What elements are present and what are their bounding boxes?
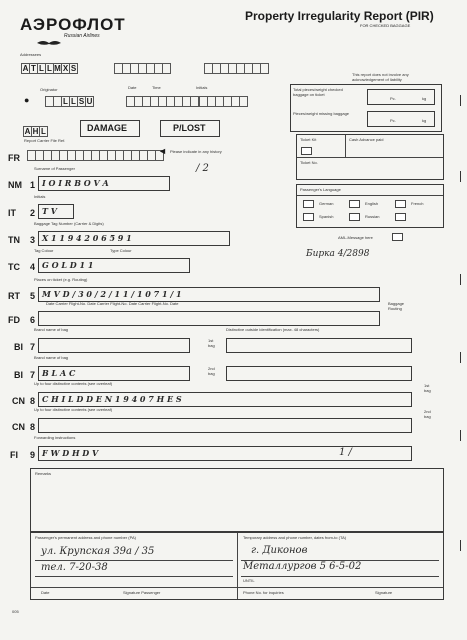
distinctive-label: Distinctive outside identification (max. 48 characters) (226, 327, 320, 332)
letter-cell[interactable]: L (37, 63, 46, 74)
aeroflot-logo-text: АЭРОФЛОТ (20, 15, 126, 34)
line (241, 560, 439, 561)
cn1-value: C H I L D D E N 1 9 4 0 7 H E S (42, 394, 182, 404)
empty-cell[interactable] (260, 63, 269, 74)
cash-advance-label: Cash Advance paid (349, 137, 384, 142)
tc-count: 4 (30, 262, 36, 272)
distinctive-field-2[interactable] (226, 366, 412, 381)
bi1-field[interactable] (38, 338, 190, 353)
ticket-box (296, 134, 444, 180)
cn1-tag: 1st bag (424, 383, 431, 393)
fd-count: 6 (30, 315, 36, 325)
fi-value: F W D H D V (42, 448, 99, 458)
fr-note: Please indicate in any history (170, 149, 222, 154)
rt-field[interactable] (38, 287, 380, 302)
rt-label: Places on ticket (e.g. Routing) (34, 277, 88, 282)
address-box (30, 532, 444, 600)
line (35, 560, 233, 561)
fi-label: Forwarding instructions (34, 435, 76, 440)
tn-field[interactable] (38, 231, 230, 246)
temp-address-line2[interactable]: Металлургов 5 6-5-02 (243, 561, 362, 572)
time-label: Time (152, 85, 161, 90)
bi2-tag: 2nd bag (208, 366, 215, 376)
it-field[interactable] (38, 204, 74, 219)
cn2-label: Up to four distinctive contents (see overleaf) (34, 407, 113, 412)
aeroflot-wing-icon (36, 34, 62, 42)
plost-box[interactable] (160, 120, 220, 137)
english-checkbox[interactable] (349, 200, 360, 208)
report-carrier-labels: Report Carrier File Ref. (24, 138, 66, 143)
bi2-label: Brand name of bag (34, 355, 69, 360)
margin-marker (456, 95, 461, 106)
margin-marker (456, 274, 461, 285)
cn1-label: Up to four distinctive contents (see overleaf) (34, 381, 113, 386)
temp-address-line1[interactable]: г. Диконов (251, 545, 308, 556)
addressees-cells-2 (115, 63, 171, 72)
originator-label: Originator (40, 87, 58, 92)
letter-cell[interactable]: T (29, 63, 38, 74)
missing-weight-field[interactable] (367, 111, 435, 127)
liability-notice: This report does not involve any acknowledgement of liability (352, 72, 409, 82)
fi-code: FI (10, 450, 18, 460)
line (241, 576, 439, 577)
tc-value: G O L D 1 1 (42, 260, 94, 270)
french-label: French (411, 201, 424, 206)
bi1-label: Brand name of bag (34, 327, 69, 332)
bi1-count: 7 (30, 342, 36, 352)
missing-pieces-label: Pieces/weight missing baggage (293, 111, 350, 116)
letter-cell[interactable]: U (86, 97, 93, 106)
addressees-cells-3 (205, 63, 269, 72)
bi1-code: BI (14, 342, 23, 352)
it-label: Initials (34, 194, 46, 199)
bi2-count: 7 (30, 370, 36, 380)
rt-value: M V D / 3 0 / 2 / 1 1 / 1 0 7 1 / 1 (42, 289, 182, 299)
bi2-field[interactable] (38, 366, 190, 381)
ticket-kit-checkbox[interactable] (301, 147, 312, 155)
perm-address-line1[interactable]: ул. Крупская 39а / 35 (41, 546, 155, 557)
perm-address-line2[interactable]: тел. 7-20-38 (41, 562, 108, 573)
tn-label: Baggage Tag Number (Carrier & Digits) (34, 221, 104, 226)
tc-label-colour: Tag Colour (34, 248, 54, 253)
margin-marker (456, 540, 461, 551)
divider (237, 533, 238, 599)
aml-handwriting: Бирка 4/2898 (306, 249, 370, 259)
temp-address-label: Temporary address and phone number, dates from-to (TA) (243, 535, 347, 540)
bi2-code: BI (14, 370, 23, 380)
fi-field[interactable] (38, 446, 412, 461)
initials-label: Initials (196, 85, 208, 90)
tn-code: TN (8, 235, 20, 245)
fd-field[interactable] (38, 311, 380, 326)
letter-cell[interactable]: L (39, 126, 48, 137)
fr-cells (28, 150, 164, 159)
aml-checkbox[interactable] (392, 233, 403, 241)
pcs-unit: Pc. (390, 96, 396, 101)
it-code: IT (8, 208, 16, 218)
cn2-field[interactable] (38, 418, 412, 433)
nm-count: 1 (30, 180, 36, 190)
passenger-signature-label: Signature Passenger (123, 590, 161, 595)
date-cells (127, 96, 199, 105)
remarks-box[interactable] (30, 468, 444, 532)
pcs-unit: Pc. (390, 118, 396, 123)
letter-cell[interactable]: H (32, 127, 39, 136)
initials-cells (200, 96, 248, 105)
language-box (296, 184, 444, 228)
form-title: Property Irregularity Report (PIR) (245, 9, 434, 23)
it-value: T V (42, 206, 57, 216)
nm-value: I O I R B O V A (42, 178, 109, 188)
divider (345, 135, 346, 157)
fi-extra: 1 / (339, 447, 352, 458)
nm-field[interactable] (38, 176, 170, 191)
date-label: Date (128, 85, 137, 90)
plost-label: P/LOST (173, 123, 206, 133)
bi1-tag: 1st bag (208, 338, 215, 348)
cn1-count: 8 (30, 396, 36, 406)
originator-cells (46, 96, 94, 105)
aeroflot-logo-sub: Russian Airlines (64, 33, 100, 39)
line (35, 576, 233, 577)
empty-cell[interactable] (239, 96, 248, 107)
kg-unit: kg (422, 118, 427, 123)
cn1-field[interactable] (38, 392, 412, 407)
nm-label: Surname of Passenger (34, 166, 75, 171)
german-label: German (319, 201, 334, 206)
divider (297, 157, 443, 158)
fd-code: FD (8, 315, 20, 325)
letter-cell[interactable]: M (54, 64, 61, 73)
letter-cell[interactable]: X (62, 64, 69, 73)
letter-cell[interactable]: S (70, 64, 77, 73)
date-sign-label: Date (41, 590, 50, 595)
divider (31, 587, 443, 588)
phone-inquiries-label: Phone No. for inquiries (243, 590, 284, 595)
german-checkbox[interactable] (303, 200, 314, 208)
english-label: English (365, 201, 379, 206)
rt-count: 5 (30, 291, 36, 301)
rt-baggage-routing: Baggage Routing (388, 301, 405, 311)
cn1-code: CN (12, 396, 25, 406)
cn2-count: 8 (30, 422, 36, 432)
aml-label: AML-Message here (338, 235, 373, 240)
margin-marker (456, 352, 461, 363)
rt-code: RT (8, 291, 20, 301)
fr-code: FR (8, 153, 20, 163)
other-language-checkbox[interactable] (395, 213, 406, 221)
arrow-left-icon: ◄ (158, 146, 167, 156)
russian-checkbox[interactable] (349, 213, 360, 221)
margin-marker (456, 430, 461, 441)
empty-cell[interactable] (162, 63, 171, 74)
french-checkbox[interactable] (395, 200, 406, 208)
form-subtitle: FOR CHECKED BAGGAGE (360, 23, 411, 28)
damage-box[interactable] (80, 120, 140, 137)
fi-count: 9 (30, 450, 36, 460)
letter-cell[interactable]: S (78, 97, 85, 106)
tn-value: X 1 1 9 4 2 0 6 5 9 1 (42, 233, 132, 243)
form-number: 005 (12, 609, 19, 614)
tn-count: 3 (30, 235, 36, 245)
spanish-checkbox[interactable] (303, 213, 314, 221)
damage-label: DAMAGE (87, 123, 127, 133)
remarks-label: Remarks (35, 471, 52, 476)
total-pieces-label: Total pieces/weight checked baggage on ticket (293, 87, 343, 97)
perm-address-label: Passenger's permanent address and phone number (PA) (35, 535, 136, 540)
ticket-kit-label: Ticket Kit (300, 137, 317, 142)
weights-box (290, 84, 442, 132)
margin-marker (456, 171, 461, 182)
ahl-cells (24, 126, 48, 135)
divider (297, 195, 443, 196)
letter-cell[interactable]: L (69, 96, 78, 107)
tc-label-type: Type Colour (110, 248, 132, 253)
letter-cell[interactable]: A (22, 64, 29, 73)
addressees-label: Addressees (20, 52, 42, 57)
rt-sub-labels: Date Carrier Flight-No. Date Carrier Flight-No. Date Carrier Flight-No. Date (46, 301, 179, 306)
letter-cell[interactable]: L (45, 63, 54, 74)
tc-field[interactable] (38, 258, 190, 273)
empty-cell[interactable] (190, 96, 199, 107)
letter-cell[interactable]: A (24, 127, 31, 136)
addressees-cells (22, 63, 78, 72)
kg-unit: kg (422, 96, 427, 101)
until-label: UNTIL (243, 578, 255, 583)
spanish-label: Spanish (319, 214, 334, 219)
total-weight-field[interactable] (367, 89, 435, 105)
ticket-no-label: Ticket No. (300, 160, 318, 165)
signature-label: Signature (375, 590, 393, 595)
it-count: 2 (30, 208, 36, 218)
bullet-mark: ● (24, 95, 30, 105)
letter-cell[interactable]: L (61, 96, 70, 107)
bi2-value: B L A C (42, 368, 76, 378)
cn2-code: CN (12, 422, 25, 432)
russian-label: Russian (365, 214, 380, 219)
nm-code: NM (8, 180, 22, 190)
tc-code: TC (8, 262, 20, 272)
nm-extra: / 2 (196, 163, 209, 174)
cn2-tag: 2nd bag (424, 409, 431, 419)
distinctive-field[interactable] (226, 338, 412, 353)
language-label: Passenger's Language (300, 187, 341, 192)
